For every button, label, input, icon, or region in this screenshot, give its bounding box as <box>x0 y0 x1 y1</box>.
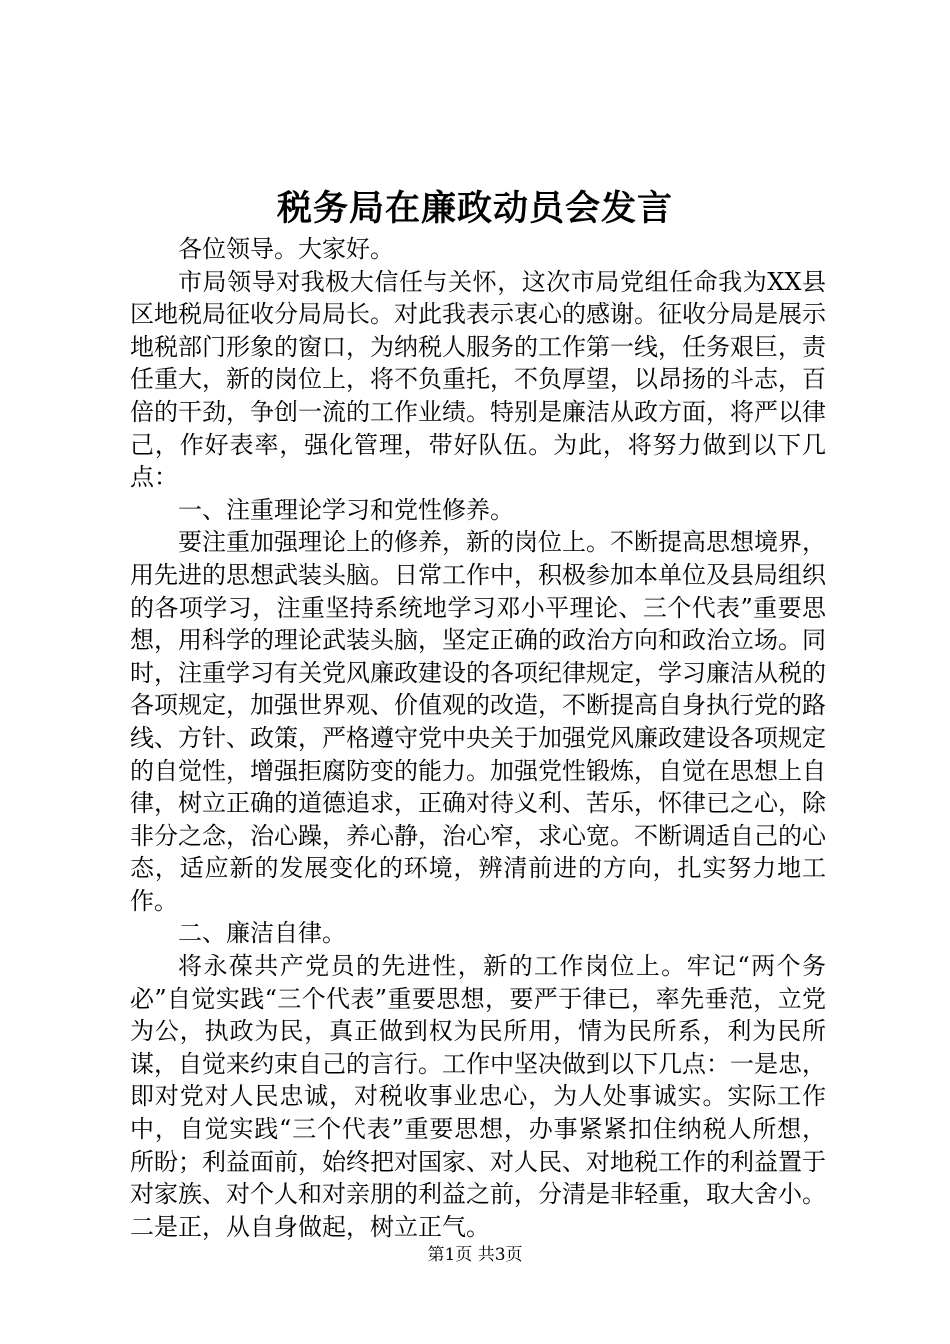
section-heading-2: 二、廉洁自律。 <box>178 919 346 948</box>
paragraph-section-2: 将永葆共产党员的先进性，新的工作岗位上。牢记“两个务必”自觉实践“三个代表”重要思想，要严于律已，率先垂范，立党为公，执政为民，真正做到权为民所用，情为民所系，利为民所谋，自觉来约束自己的言行。工作中坚决做到以下几点：一是忠，即对党对人民忠诚，对税收事业忠心，为人处事诚实。实际工作中，自觉实践“三个代表”重要思想，办事紧紧扣住纳税人所想，所盼；利益面前，始终把对国家、对人民、对地税工作的利益置于对家族、对个人和对亲朋的利益之前，分清是非轻重，取大舍小。二是正，从自身做起，树立正气。 <box>130 952 826 1241</box>
paragraph-intro: 市局领导对我极大信任与关怀，这次市局党组任命我为XX县区地税局征收分局局长。对此我表示衷心的感谢。征收分局是展示地税部门形象的窗口，为纳税人服务的工作第一线，任务艰巨，责任重大，新的岗位上，将不负重托，不负厚望，以昂扬的斗志，百倍的干劲，争创一流的工作业绩。特别是廉洁从政方面，将严以律己，作好表率，强化管理，带好队伍。为此，将努力做到以下几点： <box>130 267 826 492</box>
section-heading-1: 一、注重理论学习和党性修养。 <box>178 495 514 524</box>
document-title: 税务局在廉政动员会发言 <box>276 188 673 229</box>
paragraph-section-1: 要注重加强理论上的修养，新的岗位上。不断提高思想境界，用先进的思想武装头脑。日常工作中，积极参加本单位及县局组织的各项学习，注重坚持系统地学习邓小平理论、三个代表”重要思想，用科学的理论武装头脑，坚定正确的政治方向和政治立场。同时，注重学习有关党风廉政建设的各项纪律规定，学习廉洁从税的各项规定，加强世界观、价值观的改造，不断提高自身执行党的路线、方针、政策，严格遵守党中央关于加强党风廉政建设各项规定的自觉性，增强拒腐防变的能力。加强党性锻炼，自觉在思想上自律，树立正确的道德追求，正确对待义利、苦乐，怀律已之心，除非分之念，治心躁，养心静，治心窄，求心宽。不断调适自己的心态，适应新的发展变化的环境，辨清前进的方向，扎实努力地工作。 <box>130 528 826 915</box>
document-body <box>130 233 826 1243</box>
paragraph-greeting: 各位领导。大家好。 <box>178 235 394 263</box>
page-number-footer: 第1页 共3页 <box>427 1245 523 1265</box>
